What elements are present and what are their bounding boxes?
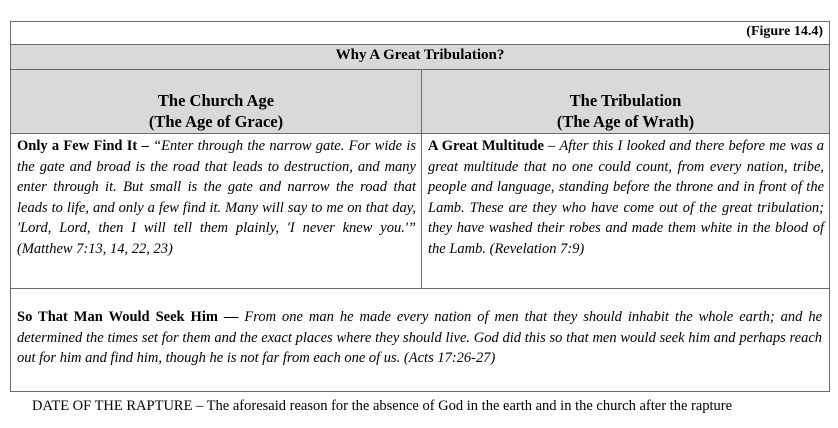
figure-table <box>10 21 830 392</box>
figure-label: (Figure 14.4) <box>11 22 830 45</box>
church-age-heading <box>11 70 422 134</box>
table-title: Why A Great Tribulation? <box>11 45 830 70</box>
seek-him-lead: So That Man Would Seek Him <box>17 309 218 325</box>
church-age-lead: Only a Few Find It <box>17 138 138 154</box>
seek-him-dash: — <box>217 309 245 325</box>
church-age-heading-line1: The Church Age <box>157 91 275 110</box>
tribulation-cell <box>422 134 830 289</box>
tribulation-heading-line2: (The Age of Wrath) <box>556 112 695 131</box>
church-age-heading-line2: (The Age of Grace) <box>148 112 284 131</box>
seek-him-quote: From one man he made every nation of men that they should inhabit the whole earth; and he determined the times set for them and the exact places where they should live. God did this so that men would seek him and perhaps reach out for him and find him, though he is not far from each one of us. (Acts 17:26-27) <box>17 309 823 366</box>
church-age-dash: – <box>137 138 154 154</box>
seek-him-cell <box>11 289 830 392</box>
tribulation-quote: After this I looked and there before me was a great multitude that no one could count, from every nation, tribe, people and language, standing before the throne and in front of the Lamb. These are they who have come out of the great tribulation; they have washed their robes and made them white in the blood of the Lamb. (Revelation 7:9) <box>428 138 825 257</box>
tribulation-heading-line1: The Tribulation <box>569 91 682 110</box>
church-age-cell <box>11 134 422 289</box>
tribulation-dash: – <box>543 138 560 154</box>
tribulation-heading <box>422 70 830 134</box>
church-age-quote: “Enter through the narrow gate. For wide is the gate and broad is the road that leads to destruction, and many enter through it. But small is the gate and narrow the road that leads to life, and only a few find it. Many will say to me on that day, 'Lord, Lord, then I will tell them plainly, 'I never knew you.'” (Matthew 7:13, 14, 22, 23) <box>17 138 417 257</box>
tribulation-lead: A Great Multitude <box>428 138 544 154</box>
cut-off-next-paragraph: DATE OF THE RAPTURE – The aforesaid reason for the absence of God in the earth and in the church after the rapture <box>32 398 733 414</box>
